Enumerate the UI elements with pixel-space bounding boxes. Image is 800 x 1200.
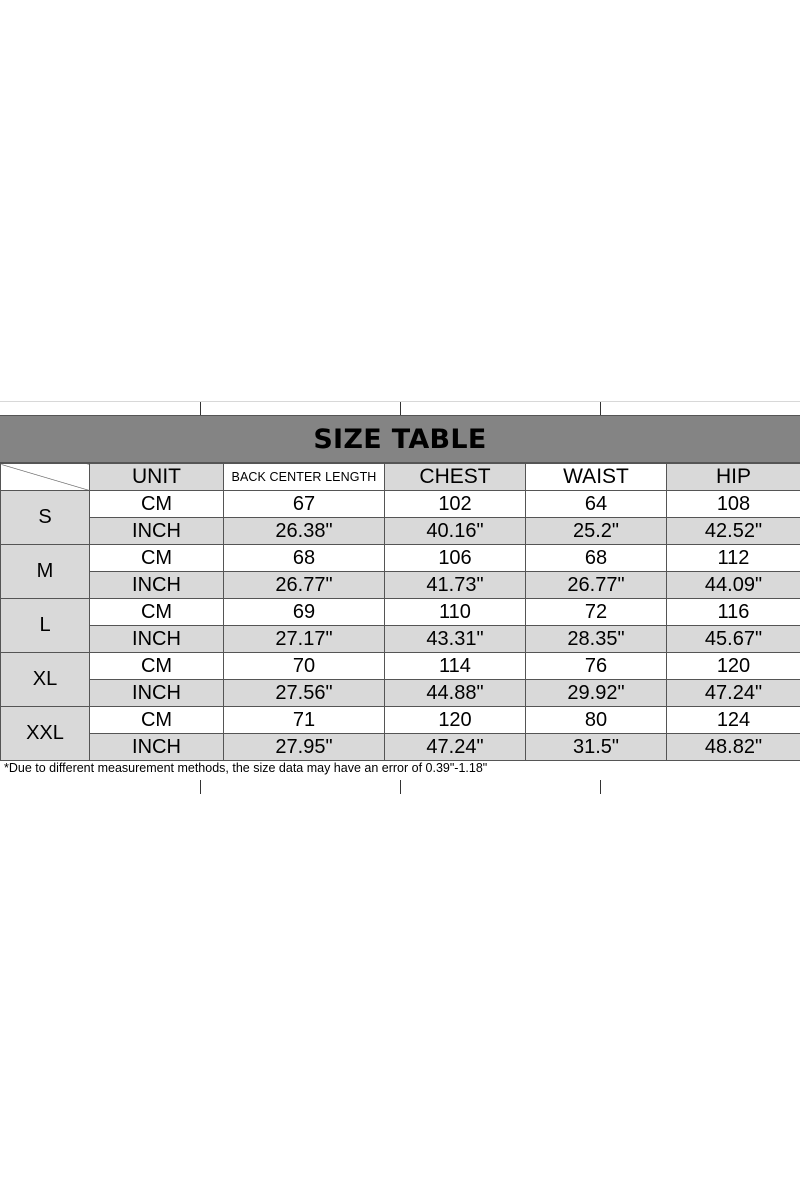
measurement-note: *Due to different measurement methods, the size data may have an error of 0.39"-1.18": [4, 761, 488, 775]
cell-chest: 120: [385, 707, 526, 734]
cell-hip: 44.09": [667, 572, 800, 599]
size-label: XL: [1, 653, 90, 707]
cell-chest: 114: [385, 653, 526, 680]
header-back-center-length: BACK CENTER LENGTH: [224, 464, 385, 491]
size-label: M: [1, 545, 90, 599]
cell-back-center-length: 27.56": [224, 680, 385, 707]
cell-back-center-length: 27.17": [224, 626, 385, 653]
cell-back-center-length: 70: [224, 653, 385, 680]
cell-hip: 48.82": [667, 734, 800, 761]
fragment-divider: [400, 402, 401, 416]
size-row-xxl-inch: [1, 734, 800, 761]
table-fragment-bottom: [0, 780, 800, 794]
fragment-divider: [400, 780, 401, 794]
cell-unit: INCH: [90, 680, 224, 707]
header-row: [1, 464, 800, 491]
cell-hip: 108: [667, 491, 800, 518]
cell-hip: 42.52": [667, 518, 800, 545]
size-table: [0, 415, 800, 761]
header-unit: UNIT: [90, 464, 224, 491]
cell-unit: CM: [90, 491, 224, 518]
size-table-grid: [0, 463, 800, 761]
cell-waist: 68: [526, 545, 667, 572]
cell-waist: 26.77": [526, 572, 667, 599]
size-label: S: [1, 491, 90, 545]
cell-waist: 76: [526, 653, 667, 680]
size-row-l-inch: [1, 626, 800, 653]
cell-unit: INCH: [90, 518, 224, 545]
size-row-s-cm: [1, 491, 800, 518]
size-label: L: [1, 599, 90, 653]
cell-back-center-length: 68: [224, 545, 385, 572]
size-table-title-bar: [0, 415, 800, 463]
size-row-l-cm: [1, 599, 800, 626]
cell-chest: 40.16": [385, 518, 526, 545]
cell-waist: 31.5": [526, 734, 667, 761]
cell-chest: 44.88": [385, 680, 526, 707]
cell-unit: CM: [90, 599, 224, 626]
cell-hip: 120: [667, 653, 800, 680]
cell-hip: 124: [667, 707, 800, 734]
cell-back-center-length: 69: [224, 599, 385, 626]
size-row-xl-cm: [1, 653, 800, 680]
cell-waist: 72: [526, 599, 667, 626]
cell-waist: 28.35": [526, 626, 667, 653]
cell-chest: 43.31": [385, 626, 526, 653]
fragment-divider: [600, 780, 601, 794]
cell-back-center-length: 27.95": [224, 734, 385, 761]
table-fragment-top: [0, 401, 800, 416]
fragment-divider: [200, 402, 201, 416]
cell-chest: 47.24": [385, 734, 526, 761]
cell-back-center-length: 67: [224, 491, 385, 518]
cell-hip: 45.67": [667, 626, 800, 653]
cell-back-center-length: 26.77": [224, 572, 385, 599]
cell-waist: 25.2": [526, 518, 667, 545]
cell-hip: 116: [667, 599, 800, 626]
cell-chest: 41.73": [385, 572, 526, 599]
cell-waist: 80: [526, 707, 667, 734]
cell-unit: CM: [90, 653, 224, 680]
cell-back-center-length: 71: [224, 707, 385, 734]
corner-cell: [1, 464, 90, 491]
size-row-xxl-cm: [1, 707, 800, 734]
header-hip: HIP: [667, 464, 800, 491]
cell-unit: INCH: [90, 626, 224, 653]
cell-waist: 64: [526, 491, 667, 518]
cell-chest: 102: [385, 491, 526, 518]
cell-unit: CM: [90, 707, 224, 734]
cell-unit: CM: [90, 545, 224, 572]
size-table-title: SIZE TABLE: [313, 423, 487, 455]
size-label: XXL: [1, 707, 90, 761]
header-waist: WAIST: [526, 464, 667, 491]
header-chest: CHEST: [385, 464, 526, 491]
cell-hip: 112: [667, 545, 800, 572]
cell-hip: 47.24": [667, 680, 800, 707]
size-row-m-cm: [1, 545, 800, 572]
cell-waist: 29.92": [526, 680, 667, 707]
fragment-divider: [600, 402, 601, 416]
cell-chest: 106: [385, 545, 526, 572]
cell-chest: 110: [385, 599, 526, 626]
size-row-s-inch: [1, 518, 800, 545]
size-row-m-inch: [1, 572, 800, 599]
cell-unit: INCH: [90, 572, 224, 599]
fragment-divider: [200, 780, 201, 794]
cell-back-center-length: 26.38": [224, 518, 385, 545]
size-row-xl-inch: [1, 680, 800, 707]
cell-unit: INCH: [90, 734, 224, 761]
